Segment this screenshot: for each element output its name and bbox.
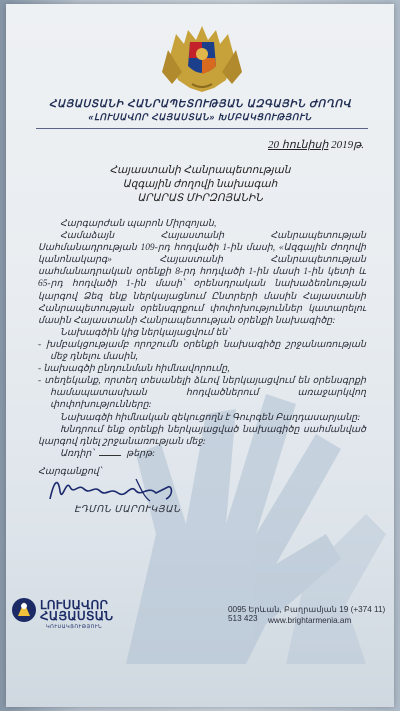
party-logo-icon bbox=[10, 596, 38, 624]
letter-page bbox=[6, 4, 394, 707]
addressee-line2: Ազգային ժողովի նախագահ bbox=[122, 179, 278, 190]
appendix-blank bbox=[99, 455, 121, 456]
signer-name: ԷԴՄՈՆ ՄԱՐՈՒԿՅԱՆ bbox=[74, 504, 181, 515]
org-title-line1: ՀԱՅԱՍՏԱՆԻ ՀԱՆՐԱՊԵՏՈՒԹՅԱՆ ԱԶԳԱՅԻՆ ԺՈՂՈՎ bbox=[48, 98, 352, 110]
attachments-intro: Նախագծին կից ներկայացվում են՝ bbox=[60, 327, 230, 338]
addressee-line1: Հայաստանի Հանրապետության bbox=[109, 165, 291, 176]
paragraph-legal-basis: Համաձայն Հայաստանի Հանրապետության Սահմանադրության 109-րդ հոդվածի 1-ին մասի, «Ազգային ժողովի կանոնակարգ» Հայաստանի Հանրապետության սահմանադրական օրենքի 8-րդ հոդվածի 1-ին մասի 1-ին կետի և 65-րդ հոդվածի 1-ին մասի՝ օրենսդրական նախաձեռնության կարգով Ձեզ ենք ներկայացնում Ընտրերի մասին Հայաստանի Հանրապետության օրենսգրքում փոփոխություններ կատարելու մասին Հայաստանի Հանրապետության օրենքի նախագիծը: bbox=[38, 231, 366, 326]
closing: Հարգանքով՝ bbox=[38, 466, 102, 477]
addressee-line3: ԱՐԱՐԱՏ ՄԻՐԶՈՅԱՆԻՆ bbox=[137, 193, 263, 204]
request-line: Խնդրում ենք օրենքի ներկայացված նախագիծը սահմանված կարգով դնել շրջանառության մեջ: bbox=[38, 424, 366, 447]
header-divider bbox=[36, 128, 368, 129]
party-logo-tagline: ԿՈՒՍԱԿՑՈՒԹՅՈՒՆ bbox=[46, 624, 103, 630]
footer-address: 0095 Երևան, Բաղրամյան 19 (+374 11) 513 423 bbox=[228, 605, 386, 623]
date-day-month: 20 հունիսի bbox=[268, 139, 329, 151]
appendix-label: Առդիր՝ bbox=[60, 448, 94, 459]
greeting: Հարգարժան պարոն Միրզոյան, bbox=[60, 219, 217, 229]
attachment-item-1: - խմբակցությամբ որոշումն օրենքի նախագիծը շրջանառության մեջ դնելու մասին, bbox=[38, 339, 366, 363]
appendix-line bbox=[38, 448, 366, 460]
rapporteur-line: Նախագծի հիմնական զեկուցողն է Գուրգեն Բաղդասարյանը: bbox=[60, 412, 361, 423]
party-logo-name bbox=[40, 600, 113, 622]
coat-of-arms-icon bbox=[160, 22, 244, 94]
attachment-item-3: - տեղեկանք, որտեղ տեսանելի ձևով ներկայացվում են օրենսգրքի համապատասխան հոդվածներում առաջարկվող փոփոխությունները: bbox=[38, 376, 366, 411]
appendix-suffix: թերթ: bbox=[126, 448, 156, 459]
attachment-item-2: - նախագծի ընդունման հիմնավորումը, bbox=[38, 364, 230, 375]
letter-body bbox=[38, 218, 366, 478]
date-year: 2019թ. bbox=[331, 139, 364, 151]
logo-name-line1: ԼՈՒՍԱՎՈՐ bbox=[40, 598, 109, 612]
logo-name-line2: ՀԱՅԱՍՏԱՆ bbox=[40, 609, 114, 623]
org-title-line2: «ԼՈՒՍԱՎՈՐ ՀԱՅԱՍՏԱՆ» ԽՄԲԱԿՑՈՒԹՅՈՒՆ bbox=[88, 112, 312, 122]
handwritten-signature bbox=[40, 469, 180, 509]
footer-website: www.brightarmenia.am bbox=[268, 616, 352, 625]
letter-date bbox=[268, 138, 364, 151]
